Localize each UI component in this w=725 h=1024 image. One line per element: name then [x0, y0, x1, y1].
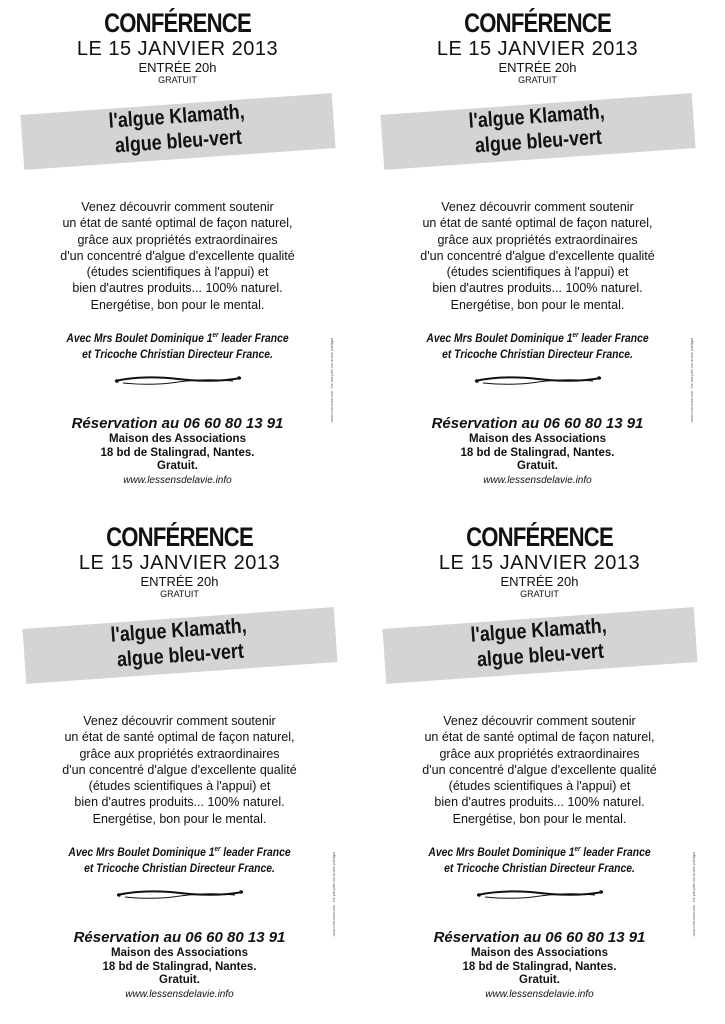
speakers-text: leader France — [218, 332, 289, 345]
flyer-venue: Maison des Associations — [471, 947, 608, 959]
topic-line-2: algue bleu-vert — [114, 125, 243, 158]
flyer-body — [360, 199, 715, 313]
speakers-text: Avec Mrs Boulet Dominique 1 — [426, 332, 573, 345]
flyer-free: GRATUIT — [160, 589, 199, 599]
flyer-price: Gratuit. — [157, 460, 198, 472]
speakers-text: leader France — [578, 332, 649, 345]
flyer-top-right — [360, 0, 715, 505]
flyer-side-note: www.cora-nova.com · Ne pas jeter sur la voie publique — [690, 337, 694, 423]
flyer-title: CONFÉRENCE — [104, 8, 251, 38]
flyer-date: LE 15 JANVIER 2013 — [76, 38, 279, 60]
flyer-speakers — [18, 328, 338, 363]
body-line: grâce aux propriétés extraordinaires — [439, 746, 640, 761]
speakers-sup: er — [212, 332, 219, 339]
flyer-venue-block — [360, 433, 715, 474]
speakers-text: leader France — [580, 846, 651, 859]
body-line: d'un concentré d'algue d'excellente qualité — [422, 762, 657, 777]
flyer-address: 18 bd de Stalingrad, Nantes. — [100, 446, 255, 459]
flyer-venue-block — [2, 947, 357, 988]
body-line: d'un concentré d'algue d'excellente qualité — [420, 248, 655, 263]
topic-line-1: l'algue Klamath, — [109, 614, 248, 647]
flyer-entry: ENTRÉE 20h — [498, 60, 577, 75]
speakers-line-2: et Tricoche Christian Directeur France. — [442, 348, 633, 361]
body-line: Venez découvrir comment soutenir — [441, 200, 634, 214]
body-line: Venez découvrir comment soutenir — [443, 714, 636, 728]
flyer-side-note: www.cora-nova.com · Ne pas jeter sur la voie publique — [692, 851, 696, 937]
body-line: un état de santé optimal de façon naturel, — [422, 216, 653, 231]
flyer-venue-block — [362, 947, 717, 988]
body-line: un état de santé optimal de façon naturel, — [62, 216, 293, 231]
speakers-text: leader France — [220, 846, 291, 859]
topic-line-2: algue bleu-vert — [474, 125, 603, 158]
body-line: (études scientifiques à l'appui) et — [448, 779, 631, 794]
body-line: d'un concentré d'algue d'excellente qualité — [62, 762, 297, 777]
speakers-sup: er — [214, 846, 221, 853]
flyer-date: LE 15 JANVIER 2013 — [78, 552, 281, 574]
flyer-body — [0, 199, 355, 313]
flyer-free: GRATUIT — [520, 589, 559, 599]
speakers-text: Avec Mrs Boulet Dominique 1 — [428, 846, 575, 859]
flyer-venue: Maison des Associations — [111, 947, 248, 959]
speakers-sup: er — [572, 332, 579, 339]
speakers-line-1 — [378, 328, 698, 347]
body-line: d'un concentré d'algue d'excellente qualité — [60, 248, 295, 263]
body-line: Energétise, bon pour le mental. — [450, 297, 625, 312]
speakers-line-2: et Tricoche Christian Directeur France. — [444, 862, 635, 875]
topic-line-1: l'algue Klamath, — [107, 100, 246, 133]
flyer-entry: ENTRÉE 20h — [140, 574, 219, 589]
body-line: bien d'autres produits... 100% naturel. — [72, 281, 283, 296]
speakers-line-1 — [20, 842, 340, 861]
flyer-topic — [385, 94, 690, 165]
ornament-divider-icon — [115, 886, 245, 902]
flyer-website[interactable]: www.lessensdelavie.info — [123, 475, 232, 486]
flyer-address: 18 bd de Stalingrad, Nantes. — [102, 960, 257, 973]
flyer-side-note: www.cora-nova.com · Ne pas jeter sur la voie publique — [332, 851, 336, 937]
body-line: grâce aux propriétés extraordinaires — [79, 746, 280, 761]
flyer-price: Gratuit. — [519, 974, 560, 986]
flyer-bottom-right — [362, 514, 717, 1019]
flyer-price: Gratuit. — [159, 974, 200, 986]
flyer-body — [2, 713, 357, 827]
body-line: un état de santé optimal de façon naturel, — [424, 730, 655, 745]
body-line: Venez découvrir comment soutenir — [83, 714, 276, 728]
body-line: (études scientifiques à l'appui) et — [88, 779, 271, 794]
body-line: (études scientifiques à l'appui) et — [86, 265, 269, 280]
body-line: grâce aux propriétés extraordinaires — [77, 232, 278, 247]
body-line: Energétise, bon pour le mental. — [90, 297, 265, 312]
flyer-free: GRATUIT — [158, 75, 197, 85]
flyer-entry: ENTRÉE 20h — [138, 60, 217, 75]
speakers-text: Avec Mrs Boulet Dominique 1 — [68, 846, 215, 859]
topic-line-2: algue bleu-vert — [116, 639, 245, 672]
flyer-topic — [27, 608, 332, 679]
flyer-speakers — [378, 328, 698, 363]
speakers-text: Avec Mrs Boulet Dominique 1 — [66, 332, 213, 345]
body-line: bien d'autres produits... 100% naturel. — [432, 281, 643, 296]
flyer-reservation: Réservation au 06 60 80 13 91 — [433, 929, 646, 946]
flyer-address: 18 bd de Stalingrad, Nantes. — [460, 446, 615, 459]
body-line: (études scientifiques à l'appui) et — [446, 265, 629, 280]
flyer-topic — [25, 94, 330, 165]
topic-line-1: l'algue Klamath, — [467, 100, 606, 133]
flyer-venue-block — [0, 433, 355, 474]
flyer-website[interactable]: www.lessensdelavie.info — [125, 989, 234, 1000]
flyer-bottom-left — [2, 514, 357, 1019]
flyer-address: 18 bd de Stalingrad, Nantes. — [462, 960, 617, 973]
flyer-body — [362, 713, 717, 827]
flyer-date: LE 15 JANVIER 2013 — [438, 552, 641, 574]
flyer-title: CONFÉRENCE — [464, 8, 611, 38]
flyer-free: GRATUIT — [518, 75, 557, 85]
flyer-entry: ENTRÉE 20h — [500, 574, 579, 589]
body-line: grâce aux propriétés extraordinaires — [437, 232, 638, 247]
body-line: Energétise, bon pour le mental. — [452, 811, 627, 826]
flyer-top-left — [0, 0, 355, 505]
flyer-topic — [387, 608, 692, 679]
flyer-speakers — [20, 842, 340, 877]
flyer-title: CONFÉRENCE — [106, 522, 253, 552]
body-line: bien d'autres produits... 100% naturel. — [434, 795, 645, 810]
ornament-divider-icon — [113, 372, 243, 388]
body-line: bien d'autres produits... 100% naturel. — [74, 795, 285, 810]
flyer-venue: Maison des Associations — [469, 433, 606, 445]
flyer-website[interactable]: www.lessensdelavie.info — [485, 989, 594, 1000]
flyer-venue: Maison des Associations — [109, 433, 246, 445]
speakers-sup: er — [574, 846, 581, 853]
flyer-reservation: Réservation au 06 60 80 13 91 — [73, 929, 286, 946]
speakers-line-2: et Tricoche Christian Directeur France. — [84, 862, 275, 875]
flyer-reservation: Réservation au 06 60 80 13 91 — [71, 415, 284, 432]
flyer-speakers — [380, 842, 700, 877]
speakers-line-2: et Tricoche Christian Directeur France. — [82, 348, 273, 361]
speakers-line-1 — [18, 328, 338, 347]
ornament-divider-icon — [473, 372, 603, 388]
body-line: un état de santé optimal de façon naturel, — [64, 730, 295, 745]
flyer-website[interactable]: www.lessensdelavie.info — [483, 475, 592, 486]
topic-line-2: algue bleu-vert — [476, 639, 605, 672]
body-line: Energétise, bon pour le mental. — [92, 811, 267, 826]
ornament-divider-icon — [475, 886, 605, 902]
flyer-date: LE 15 JANVIER 2013 — [436, 38, 639, 60]
flyer-title: CONFÉRENCE — [466, 522, 613, 552]
body-line: Venez découvrir comment soutenir — [81, 200, 274, 214]
flyer-side-note: www.cora-nova.com · Ne pas jeter sur la voie publique — [330, 337, 334, 423]
flyer-reservation: Réservation au 06 60 80 13 91 — [431, 415, 644, 432]
speakers-line-1 — [380, 842, 700, 861]
topic-line-1: l'algue Klamath, — [469, 614, 608, 647]
flyer-price: Gratuit. — [517, 460, 558, 472]
